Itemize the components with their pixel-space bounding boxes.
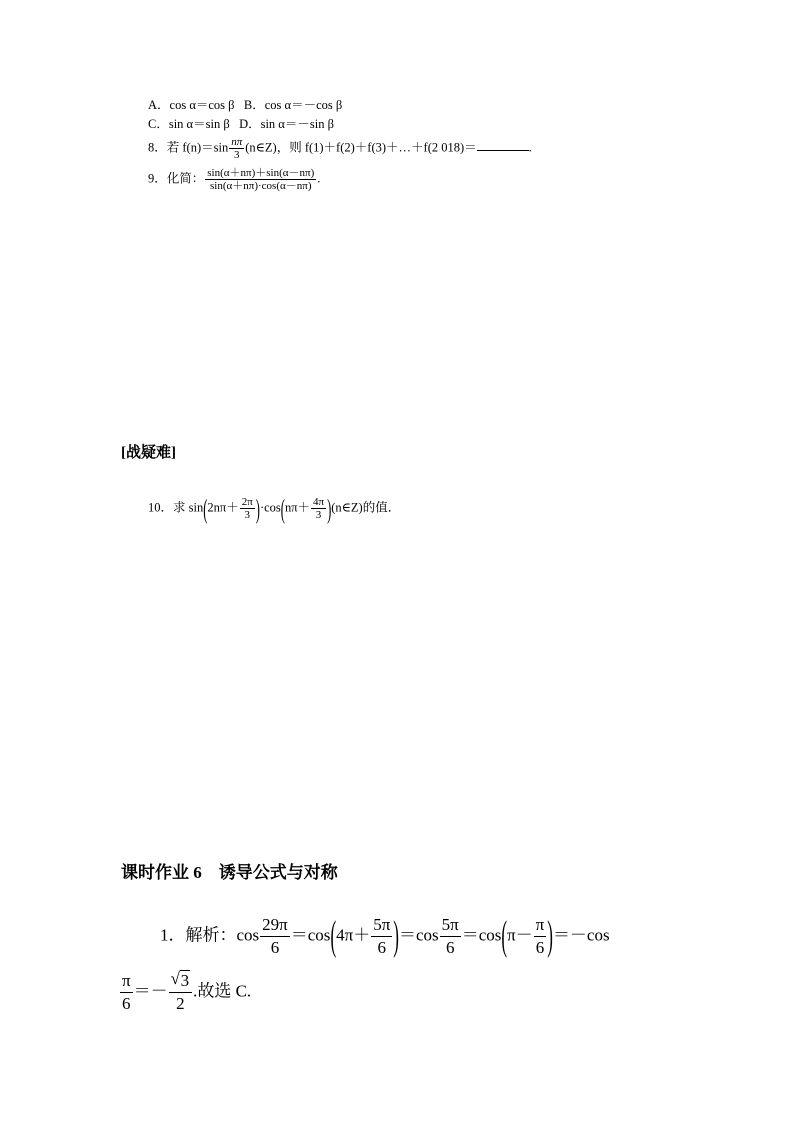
right-paren: ) <box>255 493 260 524</box>
solution-1-line-1 <box>160 914 610 959</box>
option-d-text: sin α＝－sin β <box>260 117 334 131</box>
q10-mid: ·cos <box>259 500 281 515</box>
solution-1-line-2 <box>119 970 251 1015</box>
cos-text: cos <box>236 925 260 945</box>
solution-frac-5-den: 6 <box>122 994 131 1013</box>
radical-icon: √ <box>170 969 180 988</box>
solution-frac-2-num: 5π <box>371 914 392 937</box>
section-title: [战疑难] <box>121 445 176 461</box>
left-paren: ( <box>203 493 208 524</box>
equals-sign: ＝ <box>398 925 416 945</box>
solution-1-number: 1． <box>160 925 186 945</box>
options-row-ab <box>148 97 342 113</box>
solution-conclusion: .故选 C. <box>193 981 252 1001</box>
question-9 <box>148 167 320 192</box>
solution-frac-3 <box>440 914 461 959</box>
left-paren: ( <box>330 912 337 959</box>
q9-fraction <box>205 167 316 192</box>
neg-cos: ＝－cos <box>552 925 610 945</box>
equals-sign: ＝ <box>461 925 479 945</box>
solution-frac-5 <box>120 970 133 1015</box>
question-8 <box>148 136 532 161</box>
right-paren: ) <box>327 493 332 524</box>
q10-frac-2 <box>311 496 326 521</box>
solution-frac-2-den: 6 <box>377 938 386 957</box>
solution-frac-3-num: 5π <box>440 914 461 937</box>
left-paren: ( <box>280 493 285 524</box>
cos-text: cos <box>478 925 502 945</box>
solution-frac-6-den: 2 <box>176 994 185 1013</box>
solution-1-label: 解析： <box>185 925 237 945</box>
q10-frac-1-num: 2π <box>241 496 253 508</box>
q8-prefix: 若 f(n)＝sin <box>166 140 229 155</box>
q10-prefix: 求 sin <box>173 500 204 515</box>
q8-frac-num: nπ <box>231 136 243 148</box>
answer-heading: 课时作业 6 诱导公式与对称 <box>121 863 338 882</box>
q8-end: . <box>528 140 532 155</box>
q8-number: 8． <box>148 140 167 155</box>
solution-frac-5-num: π <box>120 970 133 993</box>
question-10 <box>148 493 401 524</box>
solution-frac-1-num: 29π <box>260 914 290 937</box>
options-row-cd <box>148 116 334 132</box>
q9-frac-den: sin(α＋nπ)·cos(α－nπ) <box>210 180 312 192</box>
solution-frac-2 <box>371 914 392 959</box>
solution-p1-a: 4π＋ <box>336 925 371 945</box>
sqrt-value: 3 <box>180 971 190 990</box>
q10-p2-a: nπ＋ <box>284 500 311 515</box>
q10-number: 10． <box>148 500 174 515</box>
option-b-text: cos α＝－cos β <box>264 98 343 112</box>
q8-frac-den: 3 <box>233 149 240 161</box>
equals-sign: ＝ <box>290 925 308 945</box>
solution-frac-3-den: 6 <box>445 938 455 957</box>
solution-frac-1-den: 6 <box>270 938 280 957</box>
right-paren: ) <box>547 912 553 959</box>
cos-text: cos <box>307 925 331 945</box>
option-b-label: B． <box>243 98 265 112</box>
sqrt-symbol <box>171 970 191 992</box>
solution-frac-6-num <box>169 970 193 993</box>
equals-negative: ＝－ <box>133 981 168 1001</box>
solution-p2-a: π－ <box>507 925 533 945</box>
solution-frac-4 <box>534 914 547 959</box>
q10-p1-a: 2nπ＋ <box>207 500 239 515</box>
q9-end: . <box>317 171 321 186</box>
solution-frac-1 <box>260 914 290 959</box>
q8-answer-blank[interactable] <box>477 138 529 151</box>
option-a-label: A． <box>148 98 170 112</box>
q10-frac-1 <box>240 496 255 521</box>
q8-suffix: (n∈Z)，则 f(1)＋f(2)＋f(3)＋…＋f(2 018)＝ <box>245 140 477 155</box>
option-c-text: sin α＝sin β <box>168 117 230 131</box>
q10-frac-1-den: 3 <box>244 509 250 521</box>
q9-number: 9． <box>148 171 167 186</box>
option-c-label: C． <box>148 117 169 131</box>
q9-frac-num: sin(α＋nπ)＋sin(α－nπ) <box>207 167 315 179</box>
option-a-text: cos α＝cos β <box>169 98 235 112</box>
q10-frac-2-den: 3 <box>315 509 322 521</box>
solution-frac-4-num: π <box>534 914 547 937</box>
solution-frac-6 <box>169 970 193 1015</box>
q10-suffix: (n∈Z)的值． <box>331 500 401 515</box>
q9-label: 化简： <box>166 171 205 186</box>
right-paren: ) <box>393 912 399 959</box>
q8-fraction <box>229 136 244 161</box>
q10-frac-2-num: 4π <box>313 496 325 508</box>
cos-text: cos <box>415 925 439 945</box>
left-paren: ( <box>501 912 508 959</box>
solution-frac-4-den: 6 <box>535 938 545 957</box>
option-d-label: D． <box>239 117 261 131</box>
